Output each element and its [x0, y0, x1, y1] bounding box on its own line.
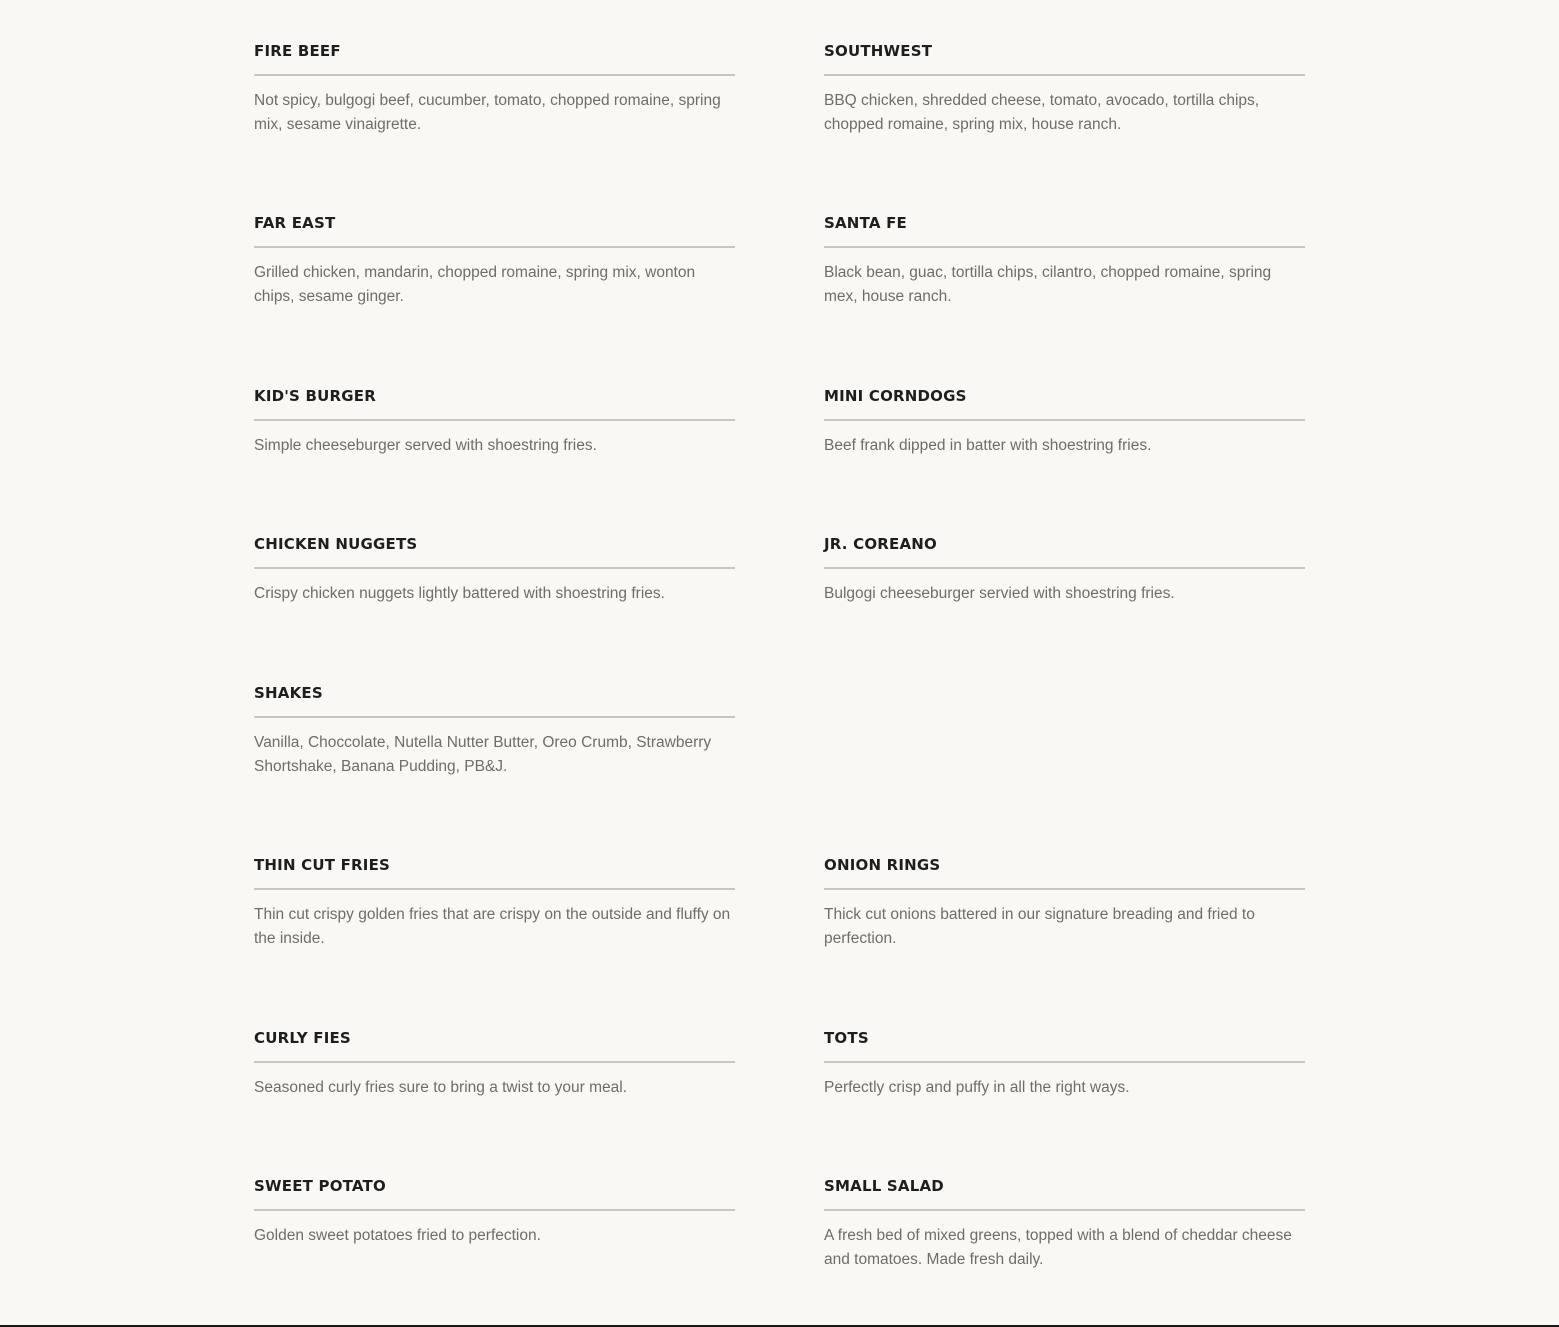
- menu-item-name: SWEET POTATO: [254, 1177, 386, 1195]
- menu-item-name: SANTA FE: [824, 214, 907, 232]
- menu-item-name: CURLY FIES: [254, 1029, 351, 1047]
- menu-item-sweet-potato: [254, 1176, 735, 1248]
- menu-item-description: Vanilla, Choccolate, Nutella Nutter Butter, Oreo Crumb, Strawberry Shortshake, Banana Pudding, PB&J.: [254, 734, 712, 775]
- menu-item-kids-burger: [254, 386, 735, 458]
- menu-item-name: TOTS: [824, 1029, 869, 1047]
- divider: [254, 74, 735, 76]
- menu-item-small-salad: [824, 1176, 1305, 1272]
- menu-item-description: Simple cheeseburger served with shoestring fries.: [254, 437, 597, 454]
- menu-item-name: FIRE BEEF: [254, 42, 341, 60]
- menu-item-description: Not spicy, bulgogi beef, cucumber, tomato, chopped romaine, spring mix, sesame vinaigrette.: [254, 92, 721, 133]
- divider: [824, 419, 1305, 421]
- divider: [254, 1061, 735, 1063]
- divider: [254, 716, 735, 718]
- menu-item-name: ONION RINGS: [824, 856, 941, 874]
- menu-item-jr-coreano: [824, 534, 1305, 606]
- menu-item-description: Perfectly crisp and puffy in all the right ways.: [824, 1079, 1130, 1096]
- menu-item-name: KID'S BURGER: [254, 387, 376, 405]
- menu-item-name: CHICKEN NUGGETS: [254, 535, 418, 553]
- divider: [254, 1209, 735, 1211]
- menu-item-onion-rings: [824, 855, 1305, 951]
- menu-item-description: Beef frank dipped in batter with shoestring fries.: [824, 437, 1152, 454]
- menu-item-description: Crispy chicken nuggets lightly battered with shoestring fries.: [254, 585, 665, 602]
- divider: [824, 888, 1305, 890]
- menu-item-name: SMALL SALAD: [824, 1177, 944, 1195]
- divider: [824, 246, 1305, 248]
- menu-item-curly-fries: [254, 1028, 735, 1100]
- menu-item-description: Thin cut crispy golden fries that are crispy on the outside and fluffy on the inside.: [254, 906, 731, 947]
- divider: [254, 246, 735, 248]
- menu-item-description: Grilled chicken, mandarin, chopped romaine, spring mix, wonton chips, sesame ginger.: [254, 264, 696, 305]
- menu-item-name: FAR EAST: [254, 214, 336, 232]
- menu-item-far-east: [254, 213, 735, 309]
- menu-item-name: SOUTHWEST: [824, 42, 933, 60]
- menu-item-tots: [824, 1028, 1305, 1100]
- menu-item-name: SHAKES: [254, 684, 323, 702]
- menu-item-name: THIN CUT FRIES: [254, 856, 391, 874]
- menu-item-chicken-nuggets: [254, 534, 735, 606]
- menu-item-thin-cut-fries: [254, 855, 735, 951]
- menu-item-fire-beef: [254, 41, 735, 137]
- menu-item-description: Bulgogi cheeseburger servied with shoestring fries.: [824, 585, 1175, 602]
- menu-item-description: Thick cut onions battered in our signature breading and fried to perfection.: [824, 906, 1255, 947]
- divider: [824, 1061, 1305, 1063]
- menu-item-shakes: [254, 683, 735, 779]
- divider: [824, 1209, 1305, 1211]
- menu-item-name: MINI CORNDOGS: [824, 387, 967, 405]
- divider: [824, 74, 1305, 76]
- menu-item-description: Seasoned curly fries sure to bring a twist to your meal.: [254, 1079, 628, 1096]
- menu-item-description: A fresh bed of mixed greens, topped with a blend of cheddar cheese and tomatoes. Made fresh daily.: [824, 1227, 1292, 1268]
- menu-item-southwest: [824, 41, 1305, 137]
- menu-item-description: BBQ chicken, shredded cheese, tomato, avocado, tortilla chips, chopped romaine, spring mix, house ranch.: [824, 92, 1260, 133]
- menu-item-description: Golden sweet potatoes fried to perfection.: [254, 1227, 541, 1244]
- menu-item-name: JR. COREANO: [824, 535, 938, 553]
- divider: [254, 888, 735, 890]
- menu-item-description: Black bean, guac, tortilla chips, cilantro, chopped romaine, spring mex, house ranch.: [824, 264, 1272, 305]
- divider: [254, 419, 735, 421]
- divider: [254, 567, 735, 569]
- menu-item-santa-fe: [824, 213, 1305, 309]
- divider: [824, 567, 1305, 569]
- menu-item-mini-corndogs: [824, 386, 1305, 458]
